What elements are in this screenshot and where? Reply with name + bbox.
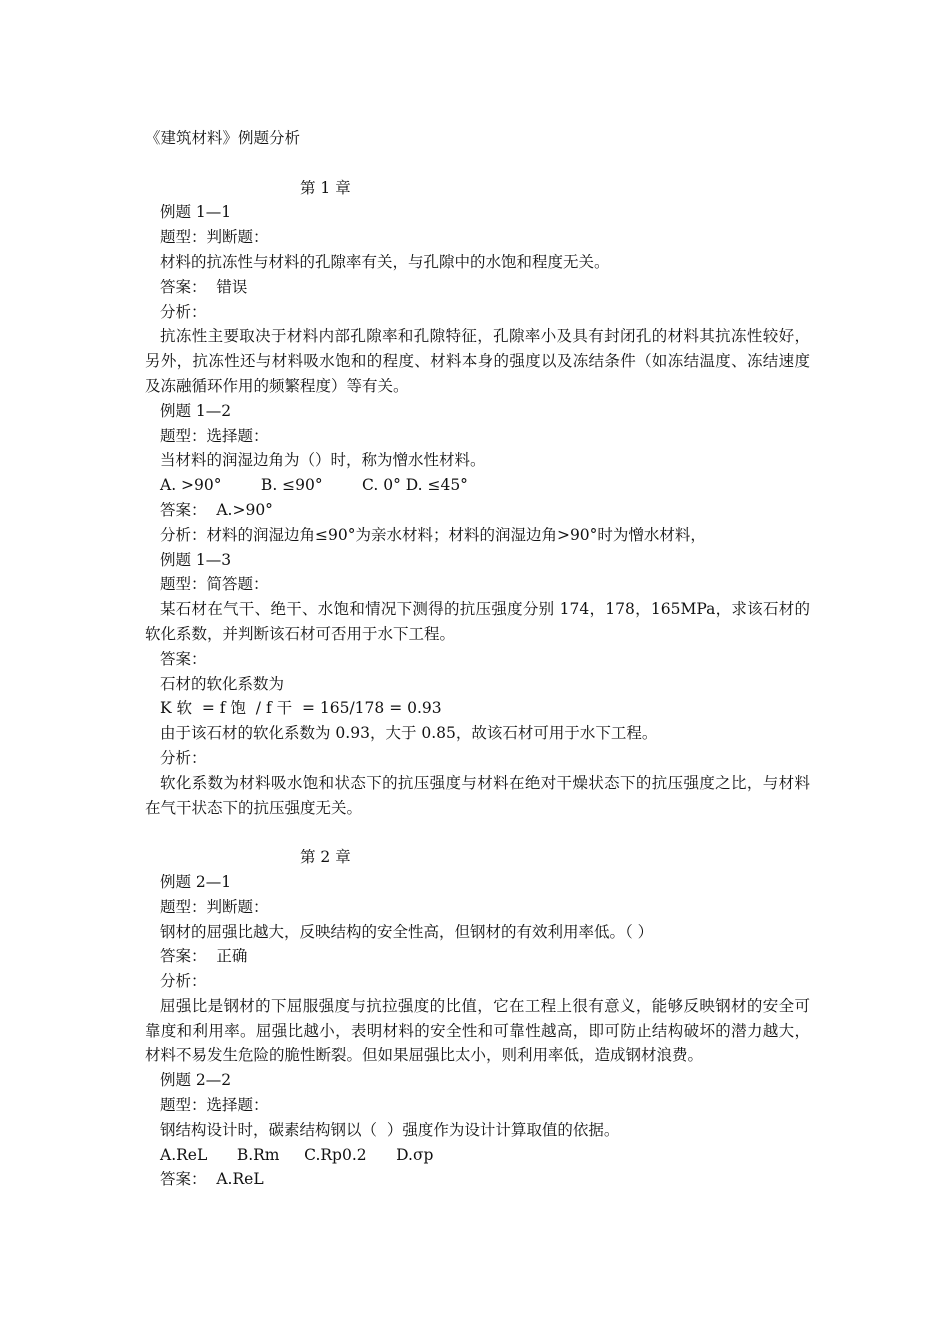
example-1-2-label: 例题 1—2 <box>160 401 232 420</box>
example-1-1-question: 材料的抗冻性与材料的孔隙率有关，与孔隙中的水饱和程度无关。 <box>160 252 610 271</box>
example-1-3-type: 题型：简答题： <box>160 575 269 594</box>
example-1-3-label: 例题 1—3 <box>160 550 232 569</box>
example-1-3-analysis-label: 分析： <box>160 748 207 767</box>
example-1-1-type: 题型：判断题： <box>160 228 269 247</box>
example-1-3-answer-formula: K 软 = f 饱 / f 干 = 165/178 = 0.93 <box>160 699 442 718</box>
example-1-2-question: 当材料的润湿边角为（）时，称为憎水性材料。 <box>160 451 486 470</box>
example-1-2-type: 题型：选择题： <box>160 426 269 445</box>
example-2-1-analysis: 屈强比是钢材的下屈服强度与抗拉强度的比值，它在工程上很有意义，能够反映钢材的安全可靠度和利用率。屈强比越小，表明材料的安全性和可靠性越高，即可防止结构破坏的潜力越大，材料不易发生危险的脆性断裂。但如果屈强比太小，则利用率低，造成钢材浪费。 <box>145 996 810 1065</box>
example-2-2-answer: 答案： A.ReL <box>160 1170 264 1189</box>
chapter-spacer <box>145 820 810 845</box>
example-1-1-label: 例题 1—1 <box>160 203 232 222</box>
example-2-1-analysis-label: 分析： <box>160 972 207 991</box>
example-1-3-answer-conclusion: 由于该石材的软化系数为 0.93，大于 0.85，故该石材可用于水下工程。 <box>160 724 658 743</box>
example-2-2-type: 题型：选择题： <box>160 1096 269 1115</box>
example-2-2-options: A.ReL B.Rm C.Rp0.2 D.σp <box>160 1145 434 1164</box>
example-1-3-answer-label: 答案： <box>160 649 207 668</box>
example-1-1-analysis: 抗冻性主要取决于材料内部孔隙率和孔隙特征，孔隙率小及具有封闭孔的材料其抗冻性较好，另外，抗冻性还与材料吸水饱和的程度、材料本身的强度以及冻结条件（如冻结温度、冻结速度及冻融循环作用的频繁程度）等有关。 <box>145 327 810 395</box>
chapter-1-heading: 第 1 章 <box>300 178 351 197</box>
document-page <box>145 126 810 1192</box>
example-1-3-answer-line-1: 石材的软化系数为 <box>160 674 285 693</box>
chapter-2-heading: 第 2 章 <box>300 848 351 867</box>
example-2-1-question: 钢材的屈强比越大，反映结构的安全性高，但钢材的有效利用率低。（ ） <box>160 922 654 941</box>
example-1-3-question: 某石材在气干、绝干、水饱和情况下测得的抗压强度分别 174，178，165MPa，求该石材的软化系数，并判断该石材可否用于水下工程。 <box>145 600 810 643</box>
example-1-1-answer: 答案： 错误 <box>160 277 248 296</box>
example-2-1-answer: 答案： 正确 <box>160 947 248 966</box>
example-1-1-analysis-label: 分析： <box>160 302 207 321</box>
example-2-2-question: 钢结构设计时，碳素结构钢以（ ）强度作为设计计算取值的依据。 <box>160 1120 620 1139</box>
example-1-2-analysis: 分析：材料的润湿边角≤90°为亲水材料；材料的润湿边角>90°时为憎水材料， <box>160 525 706 544</box>
example-2-1-label: 例题 2—1 <box>160 872 232 891</box>
document-title: 《建筑材料》例题分析 <box>145 129 301 147</box>
example-2-1-type: 题型：判断题： <box>160 897 269 916</box>
example-1-3-analysis: 软化系数为材料吸水饱和状态下的抗压强度与材料在绝对干燥状态下的抗压强度之比，与材料在气干状态下的抗压强度无关。 <box>145 773 810 817</box>
example-1-2-answer: 答案： A.>90° <box>160 500 273 519</box>
example-1-2-options: A. >90° B. ≤90° C. 0° D. ≤45° <box>160 476 468 495</box>
example-2-2-label: 例题 2—2 <box>160 1071 232 1090</box>
